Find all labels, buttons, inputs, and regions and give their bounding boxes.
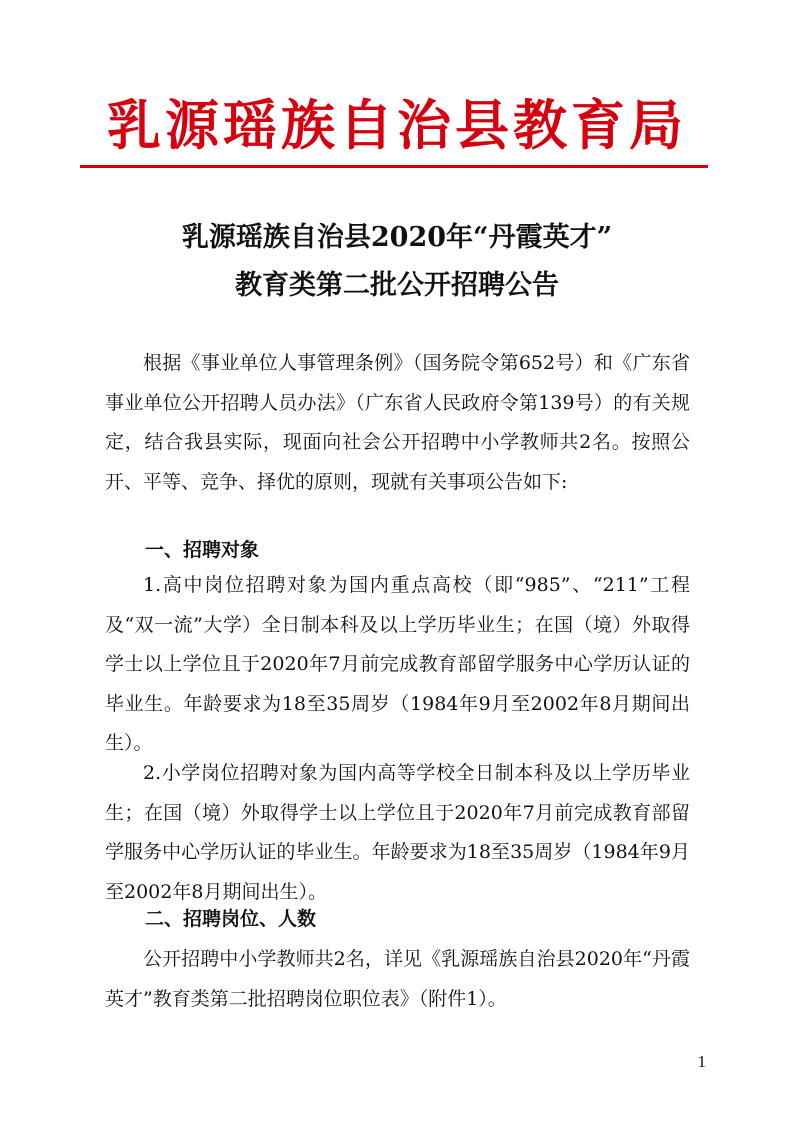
intro-paragraph: 根据《事业单位人事管理条例》（国务院令第652号）和《广东省事业单位公开招聘人员办法》（广东省人民政府令第139号）的有关规定，结合我县实际，现面向社会公开招聘中小学教师共2名。按照公开、平等、竞争、择优的原则，现就有关事项公告如下: bbox=[105, 352, 690, 493]
section-heading-positions: 二、招聘岗位、人数 bbox=[145, 908, 317, 930]
letterhead-org-name: 乳源瑶族自治县教育局 bbox=[107, 93, 687, 157]
page-number: 1 bbox=[697, 1052, 706, 1071]
section2-paragraph: 公开招聘中小学教师共2名，详见《乳源瑶族自治县2020年“丹霞英才”教育类第二批招聘岗位职位表》（附件1）。 bbox=[105, 948, 690, 1010]
letterhead-red-rule bbox=[80, 165, 708, 168]
section1-item-1: 1.高中岗位招聘对象为国内重点高校（即“985”、“211”工程及“双一流”大学）全日制本科及以上学历毕业生；在国（境）外取得学士以上学位且于2020年7月前完成教育部留学服务中心学历认证的毕业生。年龄要求为18至35周岁（1984年9月至2002年8月期间出生）。 bbox=[105, 574, 690, 754]
document-title-line-1: 乳源瑶族自治县2020年“丹霞英才” bbox=[181, 222, 613, 253]
section1-item-2: 2.小学岗位招聘对象为国内高等学校全日制本科及以上学历毕业生；在国（境）外取得学士以上学位且于2020年7月前完成教育部留学服务中心学历认证的毕业生。年龄要求为18至35周岁（1984年9月至2002年8月期间出生）。 bbox=[105, 762, 690, 903]
section-heading-recruitment-targets: 一、招聘对象 bbox=[145, 539, 260, 561]
document-title-line-2: 教育类第二批公开招聘公告 bbox=[235, 270, 559, 301]
